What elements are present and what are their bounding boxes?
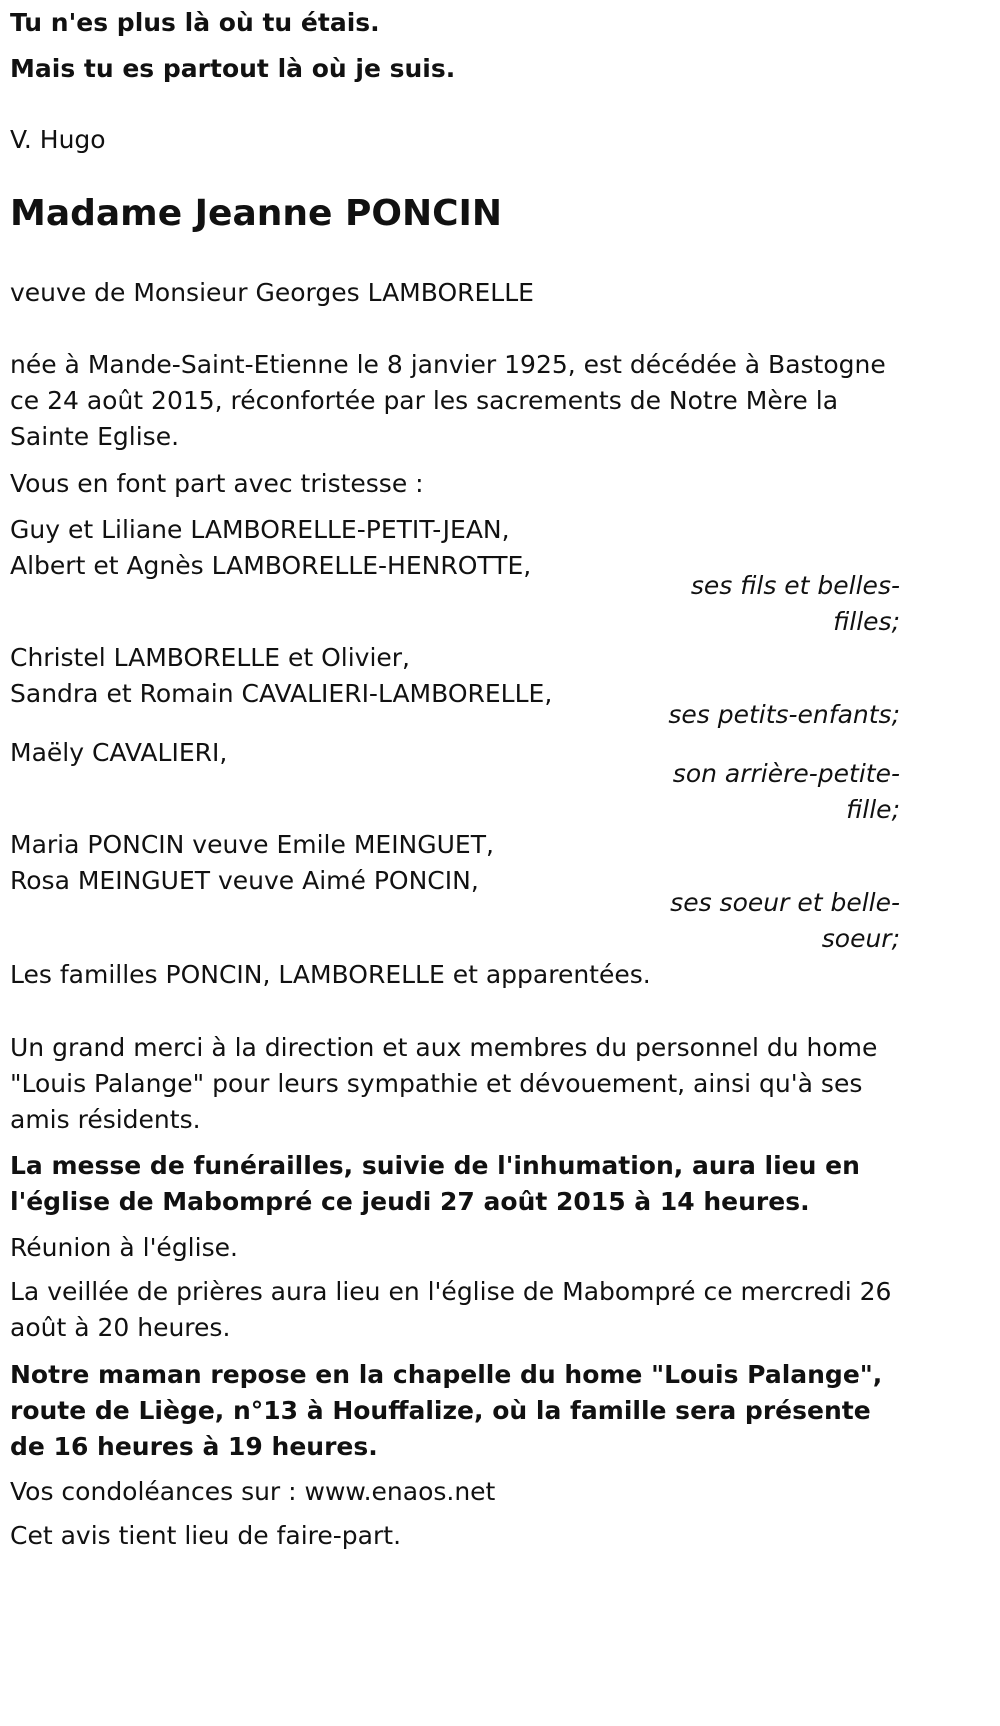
families-line: Les familles PONCIN, LAMBORELLE et apparentées. <box>10 960 651 989</box>
family-relation: filles; <box>833 607 900 636</box>
quote-line-1: Tu n'es plus là où tu étais. <box>10 8 380 37</box>
vigil-info: La veillée de prières aura lieu en l'église de Mabompré ce mercredi 26 août à 20 heures. <box>10 1277 892 1342</box>
family-name-line: Guy et Liliane LAMBORELLE-PETIT-JEAN, <box>10 515 510 544</box>
meeting-place: Réunion à l'église. <box>10 1233 238 1262</box>
family-name-line: Albert et Agnès LAMBORELLE-HENROTTE, <box>10 551 532 580</box>
family-relation: son arrière-petite- <box>672 759 900 788</box>
quote-line-2: Mais tu es partout là où je suis. <box>10 54 456 83</box>
family-name-line: Sandra et Romain CAVALIERI-LAMBORELLE, <box>10 679 553 708</box>
family-name-line: Rosa MEINGUET veuve Aimé PONCIN, <box>10 866 479 895</box>
family-relation: ses soeur et belle- <box>670 888 900 917</box>
announcement-intro: Vous en font part avec tristesse : <box>10 469 424 498</box>
family-relation: ses petits-enfants; <box>668 700 900 729</box>
family-relation: ses fils et belles- <box>690 571 900 600</box>
family-relation: fille; <box>846 795 900 824</box>
funeral-mass: La messe de funérailles, suivie de l'inhumation, aura lieu en l'église de Mabompré ce jeudi 27 août 2015 à 14 heures. <box>10 1151 860 1216</box>
quote-author: V. Hugo <box>10 125 106 154</box>
closing-line: Cet avis tient lieu de faire-part. <box>10 1521 402 1550</box>
spouse-line: veuve de Monsieur Georges LAMBORELLE <box>10 278 534 307</box>
family-name-line: Maëly CAVALIERI, <box>10 738 228 767</box>
family-name-line: Christel LAMBORELLE et Olivier, <box>10 643 410 672</box>
family-name-line: Maria PONCIN veuve Emile MEINGUET, <box>10 830 494 859</box>
birth-death-details: née à Mande-Saint-Etienne le 8 janvier 1925, est décédée à Bastogne ce 24 août 2015, réconfortée par les sacrements de Notre Mère la Sainte Eglise. <box>10 350 886 451</box>
resting-place: Notre maman repose en la chapelle du home "Louis Palange", route de Liège, n°13 à Houffalize, où la famille sera présente de 16 heures à 19 heures. <box>10 1360 883 1461</box>
condolences-line: Vos condoléances sur : www.enaos.net <box>10 1477 496 1506</box>
family-relation: soeur; <box>821 924 900 953</box>
deceased-name: Madame Jeanne PONCIN <box>10 193 503 234</box>
thanks-paragraph: Un grand merci à la direction et aux membres du personnel du home "Louis Palange" pour leurs sympathie et dévouement, ainsi qu'à ses amis résidents. <box>10 1033 878 1134</box>
